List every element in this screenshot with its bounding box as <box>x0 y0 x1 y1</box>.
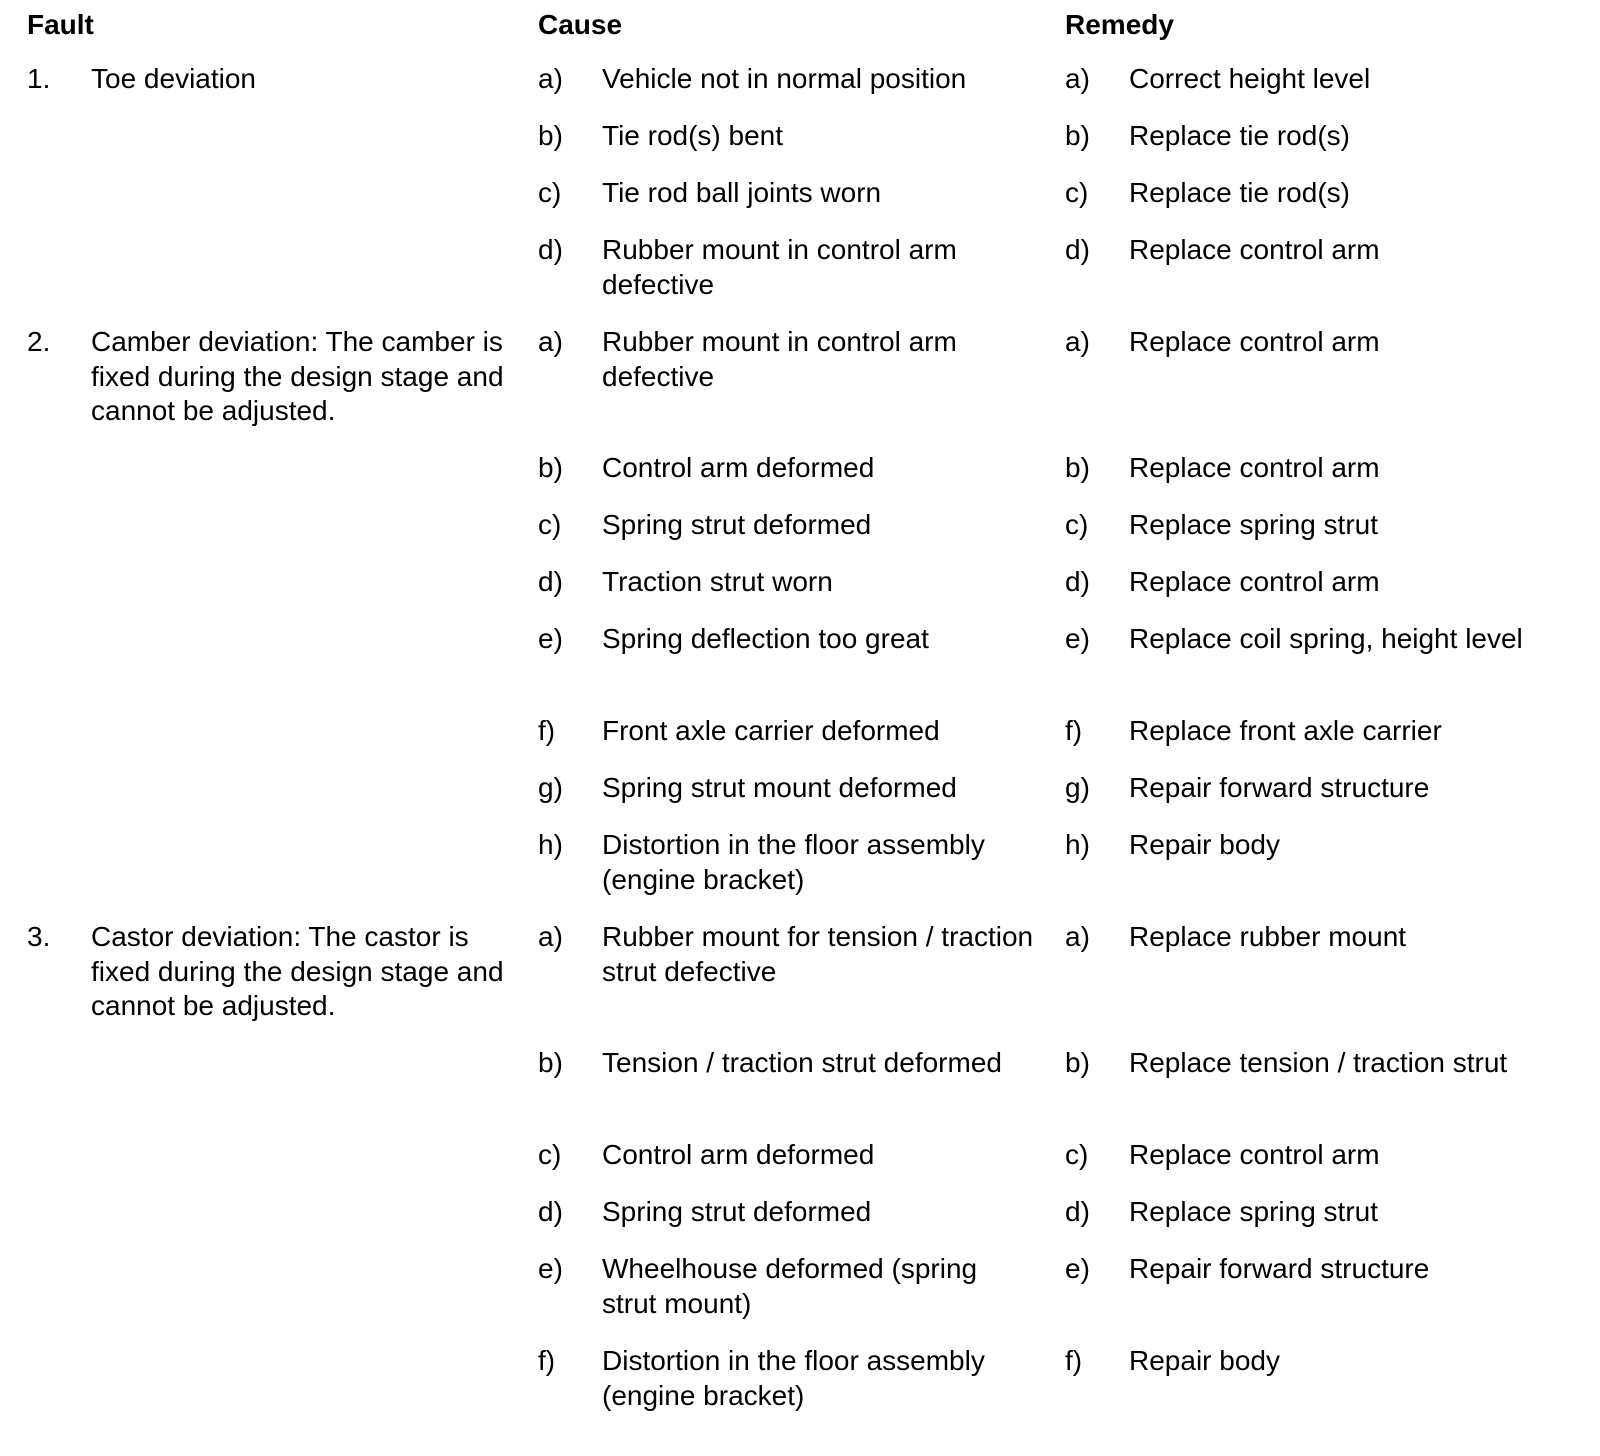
cause-text: Vehicle not in normal position <box>602 63 967 94</box>
cause-text: Front axle carrier deformed <box>602 715 940 746</box>
cause-letter: e) <box>538 1253 563 1284</box>
cause-text: Spring strut deformed <box>602 509 872 540</box>
remedy-letter: b) <box>1065 1047 1090 1078</box>
remedy-letter: d) <box>1065 566 1090 597</box>
remedy-letter: b) <box>1065 120 1090 151</box>
header-remedy: Remedy <box>1065 9 1174 40</box>
remedy-text: Replace control arm <box>1129 326 1380 357</box>
remedy-text: Repair body <box>1129 1345 1280 1376</box>
cause-text: Distortion in the floor assembly (engine bracket) <box>602 1345 985 1411</box>
fault-text: Castor deviation: The castor is fixed during the design stage and cannot be adjusted. <box>91 921 504 1021</box>
cause-text: Tie rod(s) bent <box>602 120 784 151</box>
remedy-text: Repair body <box>1129 829 1280 860</box>
cause-letter: f) <box>538 715 556 746</box>
cause-letter: c) <box>538 509 562 540</box>
cause-text: Spring strut mount deformed <box>602 772 957 803</box>
remedy-text: Replace front axle carrier <box>1129 715 1442 746</box>
remedy-text: Replace tie rod(s) <box>1129 120 1350 151</box>
remedy-letter: h) <box>1065 829 1090 860</box>
cause-text: Tie rod ball joints worn <box>602 177 882 208</box>
cause-text: Traction strut worn <box>602 566 833 597</box>
remedy-letter: a) <box>1065 921 1090 952</box>
cause-text: Control arm deformed <box>602 1139 875 1170</box>
remedy-text: Replace rubber mount <box>1129 921 1407 952</box>
header-fault: Fault <box>27 9 94 40</box>
fault-text: Toe deviation <box>91 63 257 94</box>
remedy-letter: d) <box>1065 1196 1090 1227</box>
remedy-text: Correct height level <box>1129 63 1371 94</box>
cause-letter: c) <box>538 177 562 208</box>
cause-text: Wheelhouse deformed (spring strut mount) <box>602 1253 978 1319</box>
remedy-text: Replace coil spring, height level <box>1129 623 1523 654</box>
remedy-text: Repair forward structure <box>1129 1253 1430 1284</box>
remedy-text: Repair forward structure <box>1129 772 1430 803</box>
remedy-letter: g) <box>1065 772 1090 803</box>
remedy-text: Replace control arm <box>1129 234 1380 265</box>
remedy-letter: d) <box>1065 234 1090 265</box>
remedy-letter: e) <box>1065 1253 1090 1284</box>
cause-letter: d) <box>538 566 563 597</box>
cause-letter: a) <box>538 63 563 94</box>
remedy-text: Replace control arm <box>1129 1139 1380 1170</box>
cause-text: Rubber mount in control arm defective <box>602 234 957 300</box>
cause-letter: d) <box>538 1196 563 1227</box>
remedy-letter: f) <box>1065 1345 1083 1376</box>
cause-text: Spring deflection too great <box>602 623 929 654</box>
cause-letter: b) <box>538 120 563 151</box>
remedy-letter: f) <box>1065 715 1083 746</box>
fault-number: 3. <box>27 921 51 952</box>
fault-number: 1. <box>27 63 51 94</box>
remedy-text: Replace control arm <box>1129 452 1380 483</box>
remedy-letter: a) <box>1065 326 1090 357</box>
remedy-letter: e) <box>1065 623 1090 654</box>
cause-letter: b) <box>538 452 563 483</box>
cause-text: Distortion in the floor assembly (engine bracket) <box>602 829 985 895</box>
cause-letter: e) <box>538 623 563 654</box>
cause-letter: g) <box>538 772 563 803</box>
remedy-text: Replace tension / traction strut <box>1129 1047 1508 1078</box>
fault-text: Camber deviation: The camber is fixed during the design stage and cannot be adjusted. <box>91 326 504 426</box>
remedy-text: Replace tie rod(s) <box>1129 177 1350 208</box>
remedy-letter: b) <box>1065 452 1090 483</box>
cause-letter: f) <box>538 1345 556 1376</box>
remedy-letter: c) <box>1065 1139 1089 1170</box>
remedy-letter: c) <box>1065 509 1089 540</box>
cause-letter: a) <box>538 921 563 952</box>
fault-number: 2. <box>27 326 51 357</box>
remedy-text: Replace spring strut <box>1129 509 1379 540</box>
remedy-text: Replace control arm <box>1129 566 1380 597</box>
cause-text: Rubber mount for tension / traction strut defective <box>602 921 1034 987</box>
cause-text: Control arm deformed <box>602 452 875 483</box>
cause-letter: h) <box>538 829 563 860</box>
remedy-letter: c) <box>1065 177 1089 208</box>
remedy-letter: a) <box>1065 63 1090 94</box>
cause-letter: a) <box>538 326 563 357</box>
cause-text: Tension / traction strut deformed <box>602 1047 1002 1078</box>
cause-text: Rubber mount in control arm defective <box>602 326 957 392</box>
cause-text: Spring strut deformed <box>602 1196 872 1227</box>
remedy-text: Replace spring strut <box>1129 1196 1379 1227</box>
cause-letter: c) <box>538 1139 562 1170</box>
cause-letter: b) <box>538 1047 563 1078</box>
header-cause: Cause <box>538 9 623 40</box>
cause-letter: d) <box>538 234 563 265</box>
